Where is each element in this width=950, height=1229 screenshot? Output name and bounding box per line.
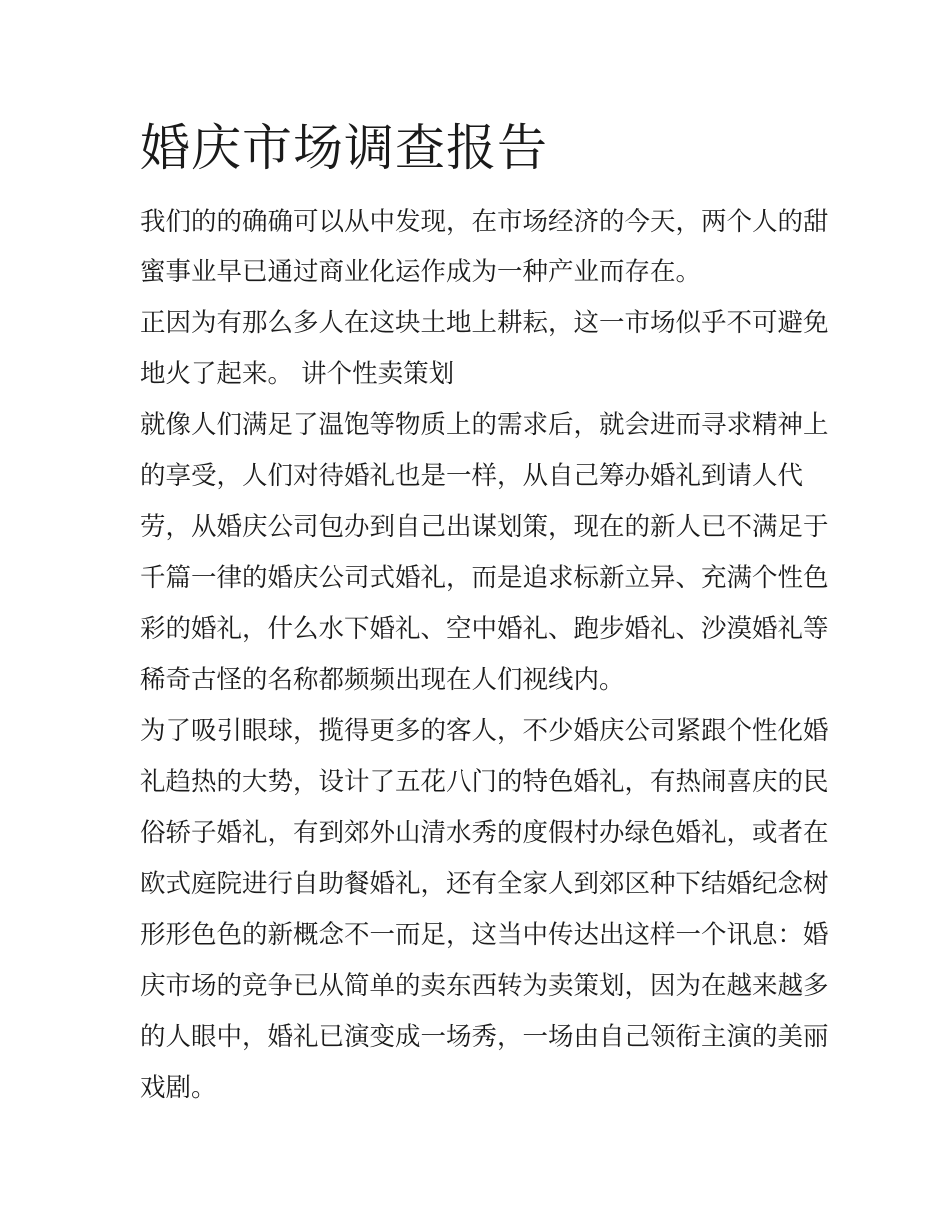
text-line: 戏剧。 [140, 1073, 217, 1103]
text-line: 欧式庭院进行自助餐婚礼，还有全家人到郊区种下结婚纪念树 [140, 869, 829, 899]
text-line: 的享受，人们对待婚礼也是一样，从自己筹办婚礼到请人代 [140, 461, 804, 491]
text-line: 礼趋热的大势，设计了五花八门的特色婚礼，有热闹喜庆的民 [140, 767, 829, 797]
document-title: 婚庆市场调查报告 [140, 119, 548, 177]
text-line: 蜜事业早已通过商业化运作成为一种产业而存在。 [140, 257, 702, 287]
text-line: 彩的婚礼，什么水下婚礼、空中婚礼、跑步婚礼、沙漠婚礼等 [140, 614, 829, 644]
text-line: 形形色色的新概念不一而足，这当中传达出这样一个讯息：婚 [140, 920, 829, 950]
text-line: 为了吸引眼球，揽得更多的客人，不少婚庆公司紧跟个性化婚 [140, 716, 829, 746]
text-line: 劳，从婚庆公司包办到自己出谋划策，现在的新人已不满足于 [140, 512, 829, 542]
text-line: 千篇一律的婚庆公司式婚礼，而是追求标新立异、充满个性色 [140, 563, 829, 593]
text-line: 正因为有那么多人在这块土地上耕耘，这一市场似乎不可避免 [140, 308, 829, 338]
text-line: 我们的的确确可以从中发现，在市场经济的今天，两个人的甜 [140, 207, 829, 237]
text-line: 稀奇古怪的名称都频频出现在人们视线内。 [140, 665, 625, 695]
text-line: 的人眼中，婚礼已演变成一场秀，一场由自己领衔主演的美丽 [140, 1022, 829, 1052]
text-line: 地火了起来。 讲个性卖策划 [140, 359, 455, 389]
text-line: 就像人们满足了温饱等物质上的需求后，就会进而寻求精神上 [140, 410, 829, 440]
text-line: 庆市场的竞争已从简单的卖东西转为卖策划，因为在越来越多 [140, 971, 829, 1001]
text-line: 俗轿子婚礼，有到郊外山清水秀的度假村办绿色婚礼，或者在 [140, 818, 829, 848]
